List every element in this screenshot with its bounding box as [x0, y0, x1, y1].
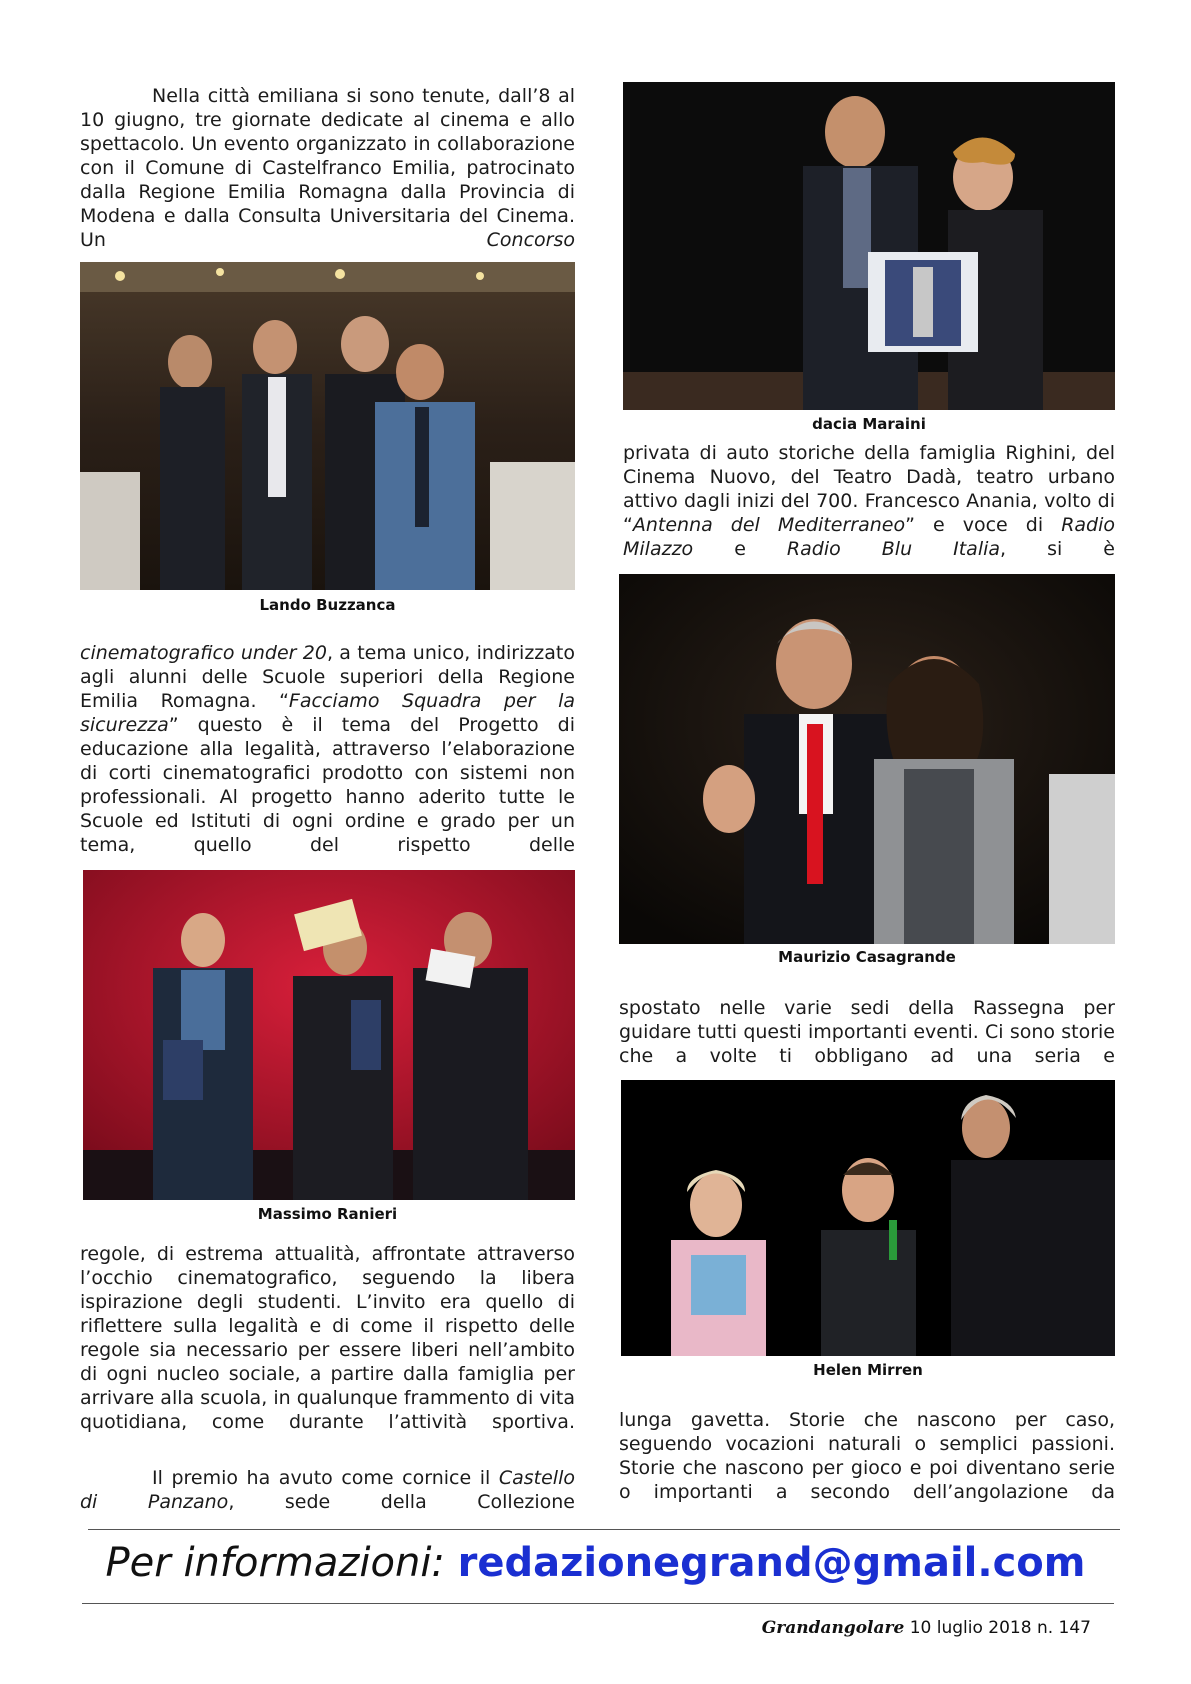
- right-paragraph-1: [623, 441, 1115, 561]
- photo-lando-buzzanca: [80, 262, 575, 590]
- right-p1-italic-1: Antenna del Mediterraneo: [632, 514, 906, 536]
- photo-massimo-ranieri: [83, 870, 575, 1200]
- caption-helen-mirren: Helen Mirren: [813, 1361, 923, 1379]
- issue-date: 10 luglio 2018 n. 147: [909, 1618, 1091, 1638]
- right-p1-italic-3: Radio Blu Italia: [786, 538, 1001, 560]
- left-p1-italic: Concorso: [486, 229, 575, 251]
- right-paragraph-3: lunga gavetta. Storie che nascono per caso, seguendo vocazioni naturali o semplici passioni. Storie che nascono per gioco e poi diventano serie o importanti a secondo dell’angolazione da: [619, 1409, 1115, 1503]
- footer-rule-top: [88, 1529, 1120, 1530]
- left-paragraph-1: [80, 84, 575, 252]
- photo-dacia-maraini: [623, 82, 1115, 410]
- footer-info: [0, 1540, 1191, 1586]
- right-paragraph-2: spostato nelle varie sedi della Rassegna per guidare tutti questi importanti eventi. Ci sono storie che a volte ti obbligano ad una seria e: [619, 997, 1115, 1067]
- footer-email-link[interactable]: redazionegrand@gmail.com: [457, 1540, 1086, 1586]
- caption-lando-buzzanca: Lando Buzzanca: [259, 596, 396, 614]
- photo-helen-mirren: [621, 1080, 1115, 1356]
- left-p4-text-1: Il premio ha avuto come cornice il: [152, 1467, 499, 1489]
- right-p1-text-1: privata di auto storiche della famiglia Righini, del Cinema Nuovo, del Teatro Dadà, teatro urbano attivo dagli inizi del 700. Francesco Anania, volto di “: [623, 442, 1115, 536]
- left-p2-italic-1: cinematografico under 20: [80, 642, 327, 664]
- left-paragraph-2: [80, 641, 575, 857]
- left-p1-text: Nella città emiliana si sono tenute, dall’8 al 10 giugno, tre giornate dedicate al cinema e allo spettacolo. Un evento organizzato in collaborazione con il Comune di Castelfranco Emilia, patrocinato dalla Regione Emilia Romagna dalla Provincia di Modena e dalla Consulta Universitaria del Cinema. Un: [80, 85, 575, 251]
- left-p2-text-1: , a tema unico, indirizzato agli alunni delle Scuole superiori della Regione Emilia Romagna. “: [80, 642, 575, 712]
- photo-maurizio-casagrande: [619, 574, 1115, 944]
- left-p4-text-2: , sede della Collezione: [228, 1491, 575, 1513]
- right-p1-text-2: ” e voce di: [905, 514, 1062, 536]
- left-p4-italic: Castello di Panzano: [80, 1467, 575, 1513]
- caption-dacia-maraini: dacia Maraini: [812, 415, 926, 433]
- right-p1-italic-2: Radio Milazzo: [623, 514, 1115, 560]
- magazine-name: Grandangolare: [761, 1618, 905, 1638]
- footer-info-label: Per informazioni:: [105, 1540, 445, 1586]
- caption-maurizio-casagrande: Maurizio Casagrande: [778, 948, 956, 966]
- left-paragraph-4: [80, 1466, 575, 1514]
- right-p1-text-3: e: [693, 538, 787, 560]
- left-p2-text-2: ” questo è il tema del Progetto di educazione alla legalità, attraverso l’elaborazione di corti cinematografici prodotto con sistemi non professionali. Al progetto hanno aderito tutte le Scuole ed Istituti di ogni ordine e grado per un tema, quello del rispetto delle: [80, 714, 575, 856]
- caption-massimo-ranieri: Massimo Ranieri: [257, 1205, 398, 1223]
- footer-rule-bottom: [82, 1603, 1114, 1604]
- left-p2-italic-2: Facciamo Squadra per la sicurezza: [80, 690, 575, 736]
- left-paragraph-3: regole, di estrema attualità, affrontate attraverso l’occhio cinematografico, seguendo la libera ispirazione degli studenti. L’invito era quello di riflettere sulla legalità e di come il rispetto delle regole sia necessario per essere liberi nell’ambito di ogni nucleo sociale, a partire dalla famiglia per arrivare alla scuola, in qualunque frammento di vita quotidiana, come durante l’attività sportiva.: [80, 1243, 575, 1433]
- issue-line: [762, 1618, 1091, 1638]
- right-p1-text-4: , si è: [1000, 538, 1115, 560]
